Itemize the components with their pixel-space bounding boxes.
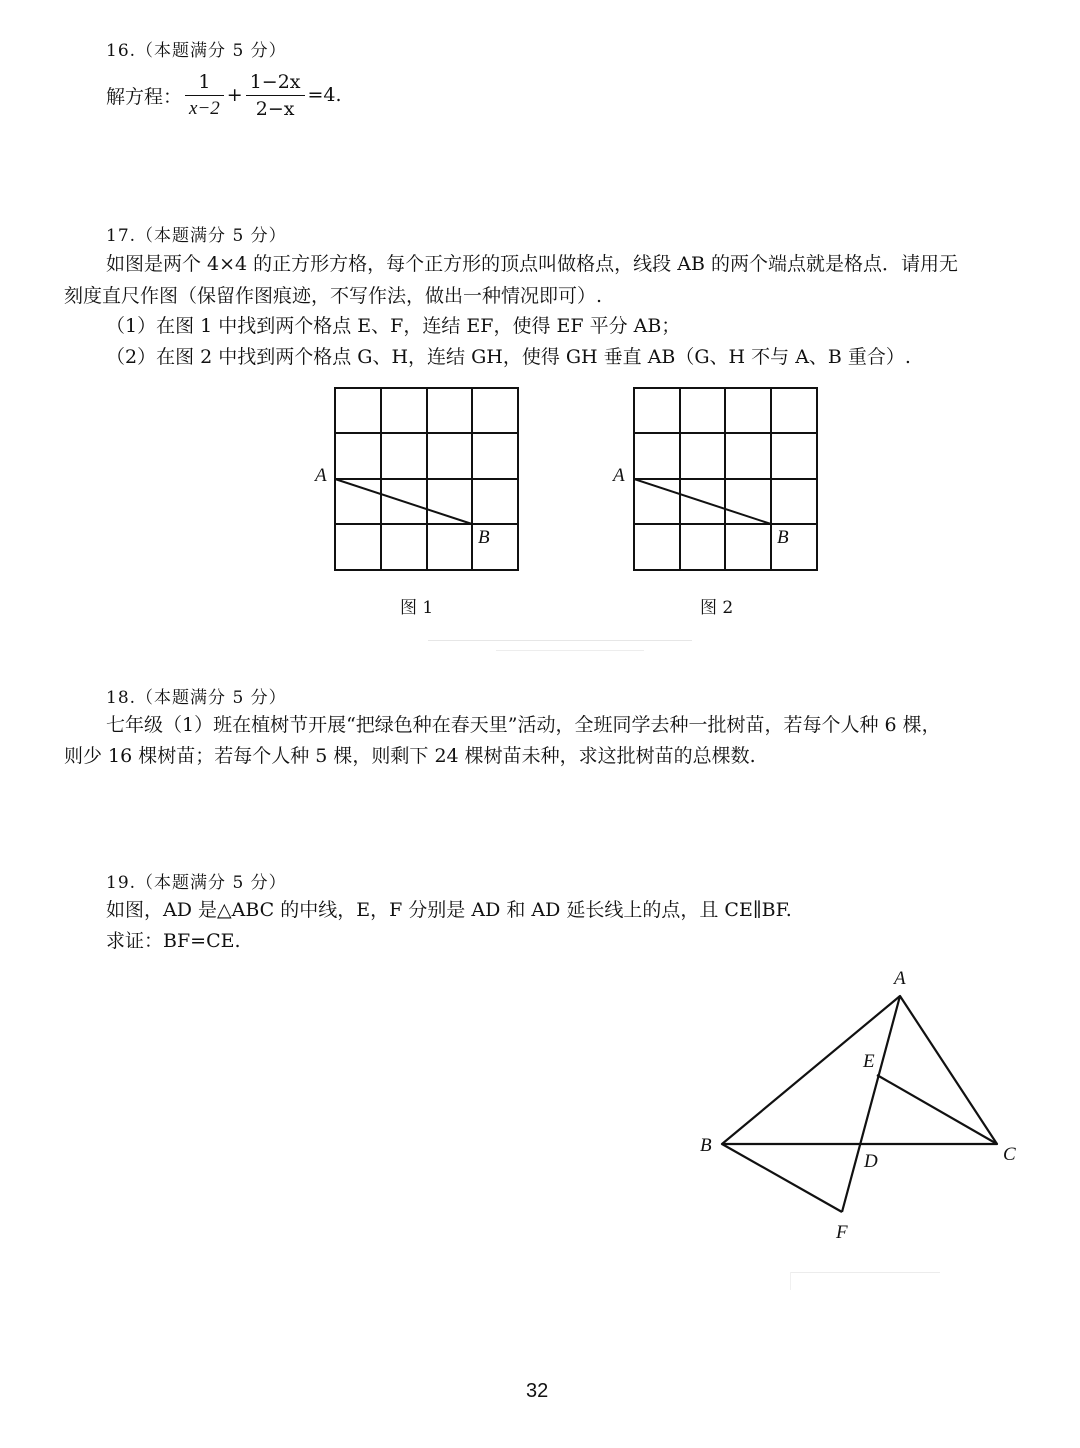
faint-divider [790,1272,940,1273]
triangle-abc [722,996,997,1144]
q17-figure-2 [604,380,834,580]
point-d-label: D [864,1151,878,1172]
grid-lines [634,388,817,570]
q16-fraction-1-denominator: x−2 [189,97,220,119]
faint-divider [496,650,644,651]
q17-figure-1 [306,380,536,580]
q17-task-1: （1）在图 1 中找到两个格点 E、F，连结 EF，使得 EF 平分 AB； [106,315,681,337]
segment-ab [634,479,771,524]
faint-divider [790,1272,791,1290]
q18-heading: 18.（本题满分 5 分） [106,688,287,708]
vertex-c-label: C [1003,1144,1016,1165]
q16-equation [106,66,342,124]
q17-text-line-1: 如图是两个 4×4 的正方形方格，每个正方形的顶点叫做格点，线段 AB 的两个端点就是格点．请用无 [106,253,958,275]
q16-fraction-2-denominator: 2−x [255,97,295,120]
segment-ab [335,479,472,524]
page-number: 32 [526,1380,549,1402]
figure-1-caption: 图 1 [400,598,434,618]
q19-text-line-2: 求证：BF=CE. [106,930,241,952]
q16-rhs: =4. [307,84,342,106]
point-e-label: E [863,1051,875,1072]
q17-text-line-2: 刻度直尺作图（保留作图痕迹，不写作法，做出一种情况即可）. [64,285,603,307]
point-b-label: B [478,527,490,548]
q16-fraction-2 [246,71,305,120]
q19-heading: 19.（本题满分 5 分） [106,873,287,893]
q19-triangle-figure [690,960,1030,1250]
q16-fraction-2-numerator: 1−2x [246,71,305,96]
median-ad-extended [842,996,900,1212]
segment-ce [877,1075,997,1144]
q16-prefix: 解方程： [106,85,183,108]
point-a-label: A [613,465,625,486]
q17-heading: 17.（本题满分 5 分） [106,226,287,246]
q18-text-line-1: 七年级（1）班在植树节开展“把绿色种在春天里”活动，全班同学去种一批树苗，若每个人种 6 棵， [106,714,941,736]
vertex-a-label: A [894,968,906,989]
vertex-b-label: B [700,1135,712,1156]
q17-task-2: （2）在图 2 中找到两个格点 G、H，连结 GH，使得 GH 垂直 AB（G、H 不与 A、B 重合）. [106,346,911,368]
point-f-label: F [836,1222,848,1243]
q19-text-line-1: 如图，AD 是△ABC 的中线，E，F 分别是 AD 和 AD 延长线上的点，且 CE∥BF. [106,899,792,921]
point-a-label: A [315,465,327,486]
figure-2-caption: 图 2 [700,598,734,618]
faint-divider [428,640,692,641]
grid-lines [335,388,518,570]
q16-fraction-1-numerator: 1 [185,71,224,96]
q16-plus-sign: + [226,84,243,106]
point-b-label: B [777,527,789,548]
q16-heading: 16.（本题满分 5 分） [106,41,287,61]
q16-fraction-1 [185,71,224,120]
q18-text-line-2: 则少 16 棵树苗；若每个人种 5 棵，则剩下 24 棵树苗未种，求这批树苗的总棵数. [64,745,756,767]
segment-bf [722,1144,842,1212]
